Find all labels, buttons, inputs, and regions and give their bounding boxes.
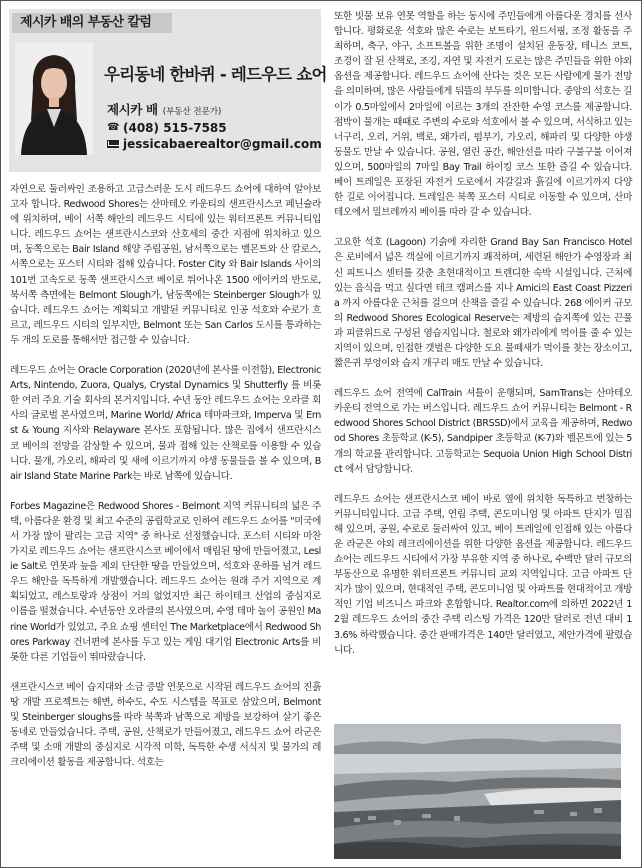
author-name: 제시카 배 xyxy=(107,102,158,117)
redwood-shores-aerial-photo xyxy=(334,724,621,859)
article-paragraph: 레드우드 쇼어는 샌프란시스코 베이 바로 옆에 위치한 독특하고 번창하는 커뮤니티입니다. 고급 주택, 연립 주택, 콘도미니엄 및 아파트 단지가 밀집해 있으며, 공원, 수로로 둘러싸여 있고, 베이 트레일에 인접해 있는 아름다운 라군은 야외 레크리에이션을 위한 다양한 옵션을 제공합니다. 레드우드 쇼어는 레드우드 시티에서 가장 부유한 지역 중 하나로, 수백만 달러 규모의 부동산으로 유명한 워터프론트 커뮤니티 교외 지역입니다. 고급 아파트 단지가 많이 있으며, 현대적인 주택, 콘도미니엄 및 아파트를 현대적이고 개방적인 기업 비즈니스 파크와 혼합합니다. Realtor.com에 의하면 2022년 12월 레드우드 쇼어의 중간 주택 리스팅 가격은 120만 달러로 전년 대비 13.6% 하락했습니다. 중간 판매가격은 140만 달러였고, 제안가격에 팔렸습니다. xyxy=(334,493,632,656)
article-paragraph: 샌프란시스코 베이 습지대와 소금 증발 연못으로 시작된 레드우드 쇼어의 진흙땅 개발 프로젝트는 해변, 하수도, 수도 시스템을 목표로 삼았으며, Belmont 및 Steinberger sloughs를 따라 북쪽과 남쪽으로 제방을 보강하여 살기 좋은 동네로 만들었습니다. 주택, 공원, 산책로가 만들어졌고, 레드우드 쇼어 라군은 주택 및 소매 개발의 중심지로 시각적 미학, 독특한 수생 서식지 및 물가의 레크리에이션 활동을 제공합니다. 석호는 xyxy=(10,681,321,769)
headline: 우리동네 한바퀴 - 레드우드 쇼어 xyxy=(104,65,327,84)
author-phone[interactable]: (408) 515-7585 xyxy=(123,121,227,135)
author-info xyxy=(107,101,322,152)
article-paragraph: 고요한 석호 (Lagoon) 기슭에 자리한 Grand Bay San Francisco Hotel은 로비에서 넓은 객실에 이르기까지 쾌적하며, 세련된 해안가 수영장과 최신 피트니스 센터를 갖춘 초현대적이고 트렌디한 숙박 시설입니다. 근처에 있는 음식을 먹고 싶다면 테크 캠퍼스를 지나 Amici의 East Coast Pizzeria 까지 아름다운 근처를 걸으며 산책을 즐길 수 있습니다. 268 에이커 규모의 Redwood Shores Ecological Reserve는 제방의 습지쪽에 있는 끈풀과 피클위드로 구성된 염습지입니다. 철로와 왜가리에게 먹이를 줄 수 있는 지역이 있으며, 인접한 갯벌은 다양한 도요 물떼새가 먹이를 찾는 장소이고, 짧은귀 부엉이와 습지 개구리 매도 만날 수 있습니다. xyxy=(334,237,632,370)
phone-icon: ☎ xyxy=(107,122,120,133)
article-paragraph: 또한 빗물 보유 연못 역할을 하는 동시에 주민들에게 아름다운 경치를 선사합니다. 평화로운 석호와 많은 수로는 보트타기, 윈드서핑, 조정 활동을 주최하며, 축구, 야구, 소프트볼을 위한 조명이 설치된 운동장, 테니스 코트, 조경이 잘 된 산책로, 조깅, 자연 및 자전거 도로는 많은 주민들을 위한 야외 옵션을 제공합니다. 레드우드 쇼어에 산다는 것은 모든 사람에게 물가 전망을 의미하며, 많은 사람들에게 뒤뜰의 부두를 의미합니다. 중앙의 석호는 길이가 0.5마일에서 2마일에 이르는 3개의 잔잔한 수영 코스를 제공합니다. 점박이 물개는 때때로 주변의 수로와 석호에서 볼 수 있으며, 서식하고 있는 너구리, 오리, 거위, 백로, 왜가리, 펌부기, 가오리, 해파리 및 다양한 야생 동물도 만날 수 있습니다. 공원, 열린 공간, 해안선을 따라 구불구불 이어져 있으며, 500마일의 7마일 Bay Trail 하이킹 코스 또한 즐길 수 있습니다. 베이 트레일은 포장된 자전거 도로에서 자갈길과 흙길에 이르기까지 다양한 길로 이어집니다. 트레일은 북쪽 포스터 시티로 이동할 수 있으며, 산마테오에서 밀브레까지 베이를 따라 갈 수 있습니다. xyxy=(334,11,632,219)
article-paragraph: 레드우드 쇼어는 Oracle Corporation (2020년에 본사를 이전함), Electronic Arts, Nintendo, Zuora, Qualys, Crystal Dynamics 및 Shutterfly 를 비롯한 여러 주요 기술 회사의 본거지입니다. 수년 동안 레드우드 쇼어는 오라클 회사의 글로벌 본사였으며, Marine World/ Africa 테마파크와, Imperva 및 Ernst & Young 지사와 Relayware 본사도 포함됩니다. 많은 집에서 샌프란시스코 베이의 전망을 감상할 수 있으며, 물과 접해 있는 산책로를 이용할 수 있습니다. 물개, 가오리, 해파리 및 새에 이르기까지 야생 동물들을 볼 수 있으며, Bair Island State Marine Park는 바로 남쪽에 있습니다. xyxy=(10,365,321,482)
author-role: (부동산 전문가) xyxy=(162,107,222,117)
envelope-icon xyxy=(107,140,119,148)
author-email[interactable]: jessicabaerealtor@gmail.com xyxy=(123,137,322,151)
author-portrait-icon xyxy=(15,43,93,155)
column-header xyxy=(9,9,327,172)
article-paragraph: 레드우드 쇼어 전역에 CalTrain 셔틀이 운행되며, SamTrans는 산마테오 카운티 전역으로 가는 버스입니다. 레드우드 쇼어 커뮤니티는 Belmont - Redwood Shores School District (BRSSD)에서 교육을 제공하며, Redwood Shores 초등학교 (K-5), Sandpiper 초등학교 (K-7)와 벨몬트에 있는 5개의 학교를 관리합니다. 고등학교는 Sequoia Union High School District 에서 담당합니다. xyxy=(334,388,632,475)
author-photo xyxy=(15,43,93,155)
article-paragraph: 자연으로 둘러싸인 조용하고 고급스러운 도시 레드우드 쇼어에 대하여 알아보고자 합니다. Redwood Shores는 산마테오 카운티의 샌프란시스코 페닌슐라에 위치하며, 베이 서쪽 해안의 레드우드 시티에 있는 워터프론트 커뮤니티입니다. 레드우드 쇼어는 샌프란시스코와 산호세의 중간 지점에 위치하고 있으며, 동쪽으로는 Bair Island 해양 주립공원, 남서쪽으로는 벨몬트와 산 칼로스, 서쪽으로는 포스터 시티와 접해 있습니다. Foster City 와 Bair Islands 사이의 101번 고속도로 동쪽 샌프란시스코 베이로 튀어나온 1500 에이커의 반도로, 북서쪽 측면에는 Belmont Slough가, 남동쪽에는 Steinberger Slough가 있습니다. 레드우드 쇼어는 계획되고 개발된 커뮤니티로 인공 석호와 수로가 흐르고, 레드우드 시티의 일부지만, Belmont 또는 San Carlos 도시를 통과하는 두 개의 도로를 통해서만 접근할 수 있습니다. xyxy=(10,184,321,346)
column-title: 제시카 배의 부동산 칼럼 xyxy=(12,13,172,33)
bay-aerial-photo-icon xyxy=(334,724,621,859)
left-column xyxy=(10,182,321,785)
right-column xyxy=(334,9,632,673)
article-paragraph: Forbes Magazine은 Redwood Shores - Belmont 지역 커뮤니티의 넓은 주택, 아름다운 환경 및 최고 수준의 공립학교로 인하여 레드우드 쇼어를 "미국에서 가장 많이 팔리는 고급 지역" 중 하나로 선정했습니다. 포스터 시티와 마찬가지로 레드우드 쇼어는 샌프란시스코 베이에서 매립된 땅에 만들어졌고, Leslie Salt로 연못과 늪을 제외 단단한 땅을 만들었으며, 석호와 운하를 넘겨 레드우드 해안을 독특하게 개발했습니다. 레드우드 쇼어는 원래 주거 지역으로 계획되었고, 레스토랑과 상점이 거의 없었지만 최근 하이테크 산업의 중심지로 이름을 떨쳤습니다. 수년동안 오라클의 본사였으며, 수영 테마 놀이 공원인 Marine World가 있었고, 주요 쇼핑 센터인 The Marketplace에서 Redwood Shores Parkway 건너편에 본사를 두고 있는 게임 대기업 Electronic Arts를 비롯한 다른 기업들이 뛰따랐습니다. xyxy=(10,500,321,663)
